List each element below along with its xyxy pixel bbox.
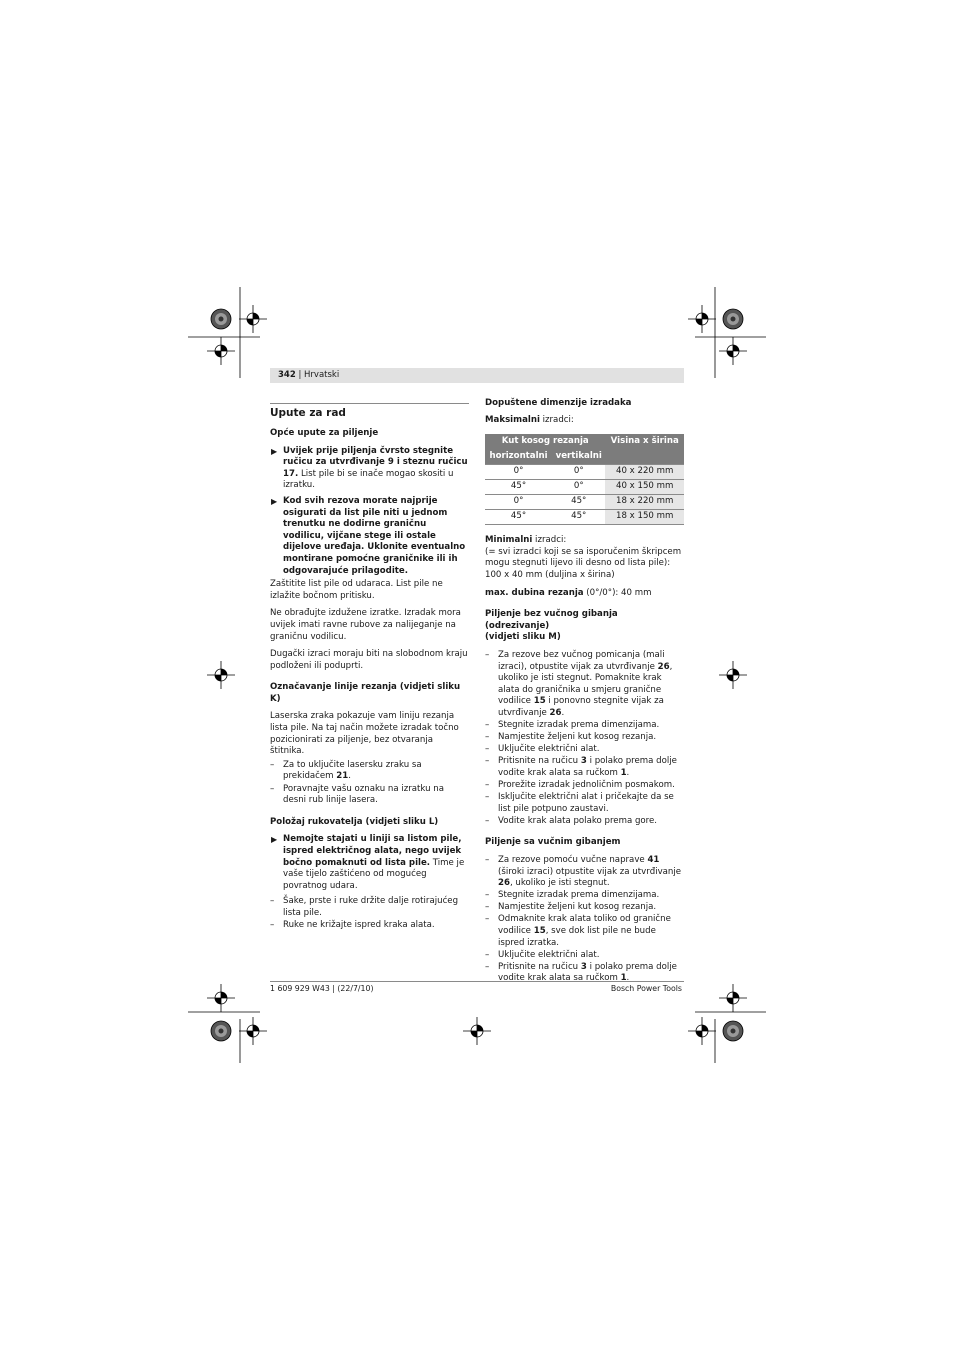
list-item: – Uključite električni alat. — [485, 949, 600, 960]
table-row — [485, 510, 684, 525]
heading-cutting-with-pull: Piljenje sa vučnim gibanjem — [485, 837, 621, 848]
cell-size: 18 x 220 mm — [605, 495, 684, 510]
left-column — [270, 403, 469, 932]
footer-brand: Bosch Power Tools — [610, 984, 682, 993]
list-item: – Za rezove pomoću vučne naprave 41 (široki izraci) otpustite vijak za utvrđivanje 26, ukoliko je isti stegnut. — [485, 854, 682, 889]
list-item: – Vodite krak alata polako prema gore. — [485, 815, 658, 826]
list-item: – Isključite električni alat i pričekajte da se list pile potpuno zaustavi. — [485, 792, 674, 814]
cell-horizontal: 0° — [485, 495, 552, 510]
list-item: – Ruke ne križajte ispred kraka alata. — [270, 919, 435, 930]
warning-item: ▶ Kod svih rezova morate najprije osigurati da list pile niti u jednom trenutku ne dodirne graničnu vodilicu, vijčane stege ili ostale dijelove uređaja. Uklonite eventualno montirane pomoćne graničnike ili ih odgovarajuće prilagodite. — [271, 495, 466, 576]
warning-item: ▶ Uvijek prije piljenja čvrsto stegnite ručicu za utvrđivanje 9 i steznu ručicu 17. List pile bi se inače mogao skositi u izratku. — [271, 445, 468, 491]
list-item: – Pritisnite na ručicu 3 i polako prema dolje vodite krak alata sa ručkom 1. — [485, 756, 677, 778]
section-title: Upute za rad — [270, 403, 469, 419]
cell-vertical: 45° — [552, 510, 605, 525]
warning-arrow-icon: ▶ — [271, 496, 278, 506]
table-row — [485, 495, 684, 510]
list-item: – Za rezove bez vučnog pomicanja (mali izraci), otpustite vijak za utvrđivanje 26, ukoliko je isti stegnut. Pomaknite krak alata do graničnika u smjeru granične vodilice 15 i ponovno stegnite vijak za utvrđivanje 26. — [485, 649, 673, 718]
cell-vertical: 45° — [552, 495, 605, 510]
col-header-size: Visina x širina — [605, 434, 684, 449]
page-footer — [270, 981, 684, 994]
registration-star-mark — [211, 1021, 231, 1041]
page-header — [270, 368, 684, 383]
warning-arrow-icon: ▶ — [271, 446, 278, 456]
min-note: (= svi izradci koji se sa isporučenim škripcem mogu stegnuti lijevo ili desno od lista pile): 100 x 40 mm (duljina x širina) — [485, 546, 682, 580]
list-item: – Šake, prste i ruke držite dalje rotirajućeg lista pile. — [270, 896, 459, 918]
cell-horizontal: 45° — [485, 510, 552, 525]
registration-star-mark — [211, 309, 231, 329]
cell-size: 18 x 150 mm — [605, 510, 684, 525]
paragraph: Laserska zraka pokazuje vam liniju rezanja lista pile. Na taj način možete izradak točno pozicionirati za piljenje, bez otvaranja štitnika. — [270, 711, 459, 757]
registration-cross-mark — [207, 661, 235, 689]
heading-laser-marking: Označavanje linije rezanja (vidjeti sliku K) — [270, 682, 461, 704]
heading-operator-position: Položaj rukovatelja (vidjeti sliku L) — [270, 816, 439, 827]
list-item: – Stegnite izradak prema dimenzijama. — [485, 890, 660, 901]
list-item: – Prorežite izradak jednoličnim posmakom. — [485, 779, 675, 790]
heading-workpiece-dimensions: Dopuštene dimenzije izradaka — [485, 398, 632, 408]
footer-doc-id: 1 609 929 W43 | (22/7/10) — [270, 984, 374, 993]
cell-horizontal: 45° — [485, 480, 552, 495]
min-label: Minimalni izradci: — [485, 535, 567, 546]
header-language: Hrvatski — [304, 370, 340, 380]
heading-cutting-without-pull: Piljenje bez vučnog gibanja (odrezivanje) (vidjeti sliku M) — [485, 609, 618, 643]
list-item: – Pritisnite na ručicu 3 i polako prema dolje vodite krak alata sa ručkom 1. — [485, 961, 677, 984]
paragraph: Dugački izraci moraju biti na slobodnom kraju podloženi ili poduprti. — [270, 649, 468, 671]
max-label: Maksimalni izradci: — [485, 414, 574, 425]
paragraph: Zaštitite list pile od udaraca. List pile ne izlažite bočnom pritisku. — [270, 579, 443, 601]
heading-general-instructions: Opće upute za piljenje — [270, 428, 379, 438]
registration-cross-mark — [239, 1017, 267, 1045]
page-number: 342 — [278, 370, 296, 380]
list-item: – Namjestite željeni kut kosog rezanja. — [485, 732, 657, 743]
list-item: – Odmaknite krak alata toliko od granične vodilice 15, sve dok list pile ne bude ispred izratka. — [485, 914, 671, 948]
registration-cross-mark — [688, 305, 716, 333]
table-row — [485, 480, 684, 495]
warning-item: ▶ Nemojte stajati u liniji sa listom pile, ispred električnog alata, nego uvijek bočno pomaknuti od lista pile. Time je vaše tijelo zaštićeno od mogućeg povratnog udara. — [271, 834, 465, 891]
list-item: – Poravnajte vašu oznaku na izratku na desni rub linije lasera. — [270, 783, 445, 806]
table-subheader-row — [485, 449, 684, 465]
header-separator: | — [295, 370, 305, 380]
registration-cross-mark — [207, 337, 235, 365]
registration-cross-mark — [239, 305, 267, 333]
subheader-horizontal: horizontalni — [485, 449, 552, 465]
warning-arrow-icon: ▶ — [271, 835, 278, 845]
registration-star-mark — [723, 309, 743, 329]
registration-cross-mark — [463, 1017, 491, 1045]
cell-size: 40 x 150 mm — [605, 480, 684, 495]
list-item: – Stegnite izradak prema dimenzijama. — [485, 720, 660, 730]
cell-horizontal: 0° — [485, 465, 552, 480]
table-header-row — [485, 434, 684, 449]
registration-star-mark — [723, 1021, 743, 1041]
col-header-angle: Kut kosog rezanja — [485, 434, 605, 449]
cell-vertical: 0° — [552, 465, 605, 480]
registration-cross-mark — [207, 984, 235, 1012]
table-row — [485, 465, 684, 480]
paragraph: Ne obrađujte izdužene izratke. Izradak mora uvijek imati ravne rubove za nalijeganje na graničnu vodilicu. — [270, 608, 461, 642]
list-item: – Uključite električni alat. — [485, 744, 600, 755]
cell-vertical: 0° — [552, 480, 605, 495]
list-item: – Za to uključite lasersku zraku sa prekidačem 21. — [270, 759, 422, 782]
registration-cross-mark — [719, 984, 747, 1012]
right-column — [485, 398, 684, 985]
registration-cross-mark — [719, 661, 747, 689]
cell-size: 40 x 220 mm — [605, 465, 684, 480]
subheader-empty — [605, 449, 684, 465]
registration-cross-mark — [688, 1017, 716, 1045]
registration-cross-mark — [719, 337, 747, 365]
dimensions-table — [485, 434, 684, 525]
subheader-vertical: vertikalni — [552, 449, 605, 465]
max-cut-depth: max. dubina rezanja (0°/0°): 40 mm — [485, 587, 652, 598]
list-item: – Namjestite željeni kut kosog rezanja. — [485, 902, 657, 913]
